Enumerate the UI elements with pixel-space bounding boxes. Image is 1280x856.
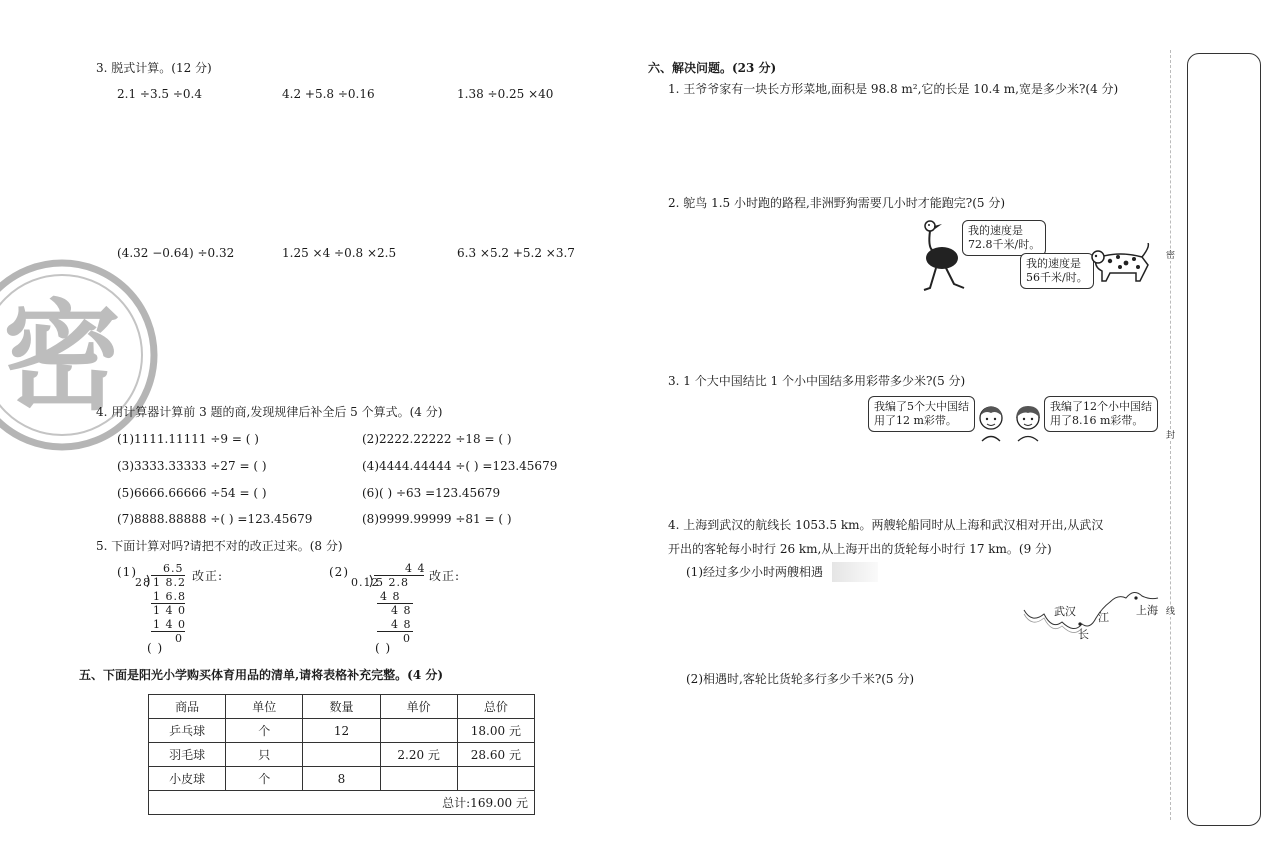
column-header: 单位 <box>226 695 303 719</box>
q3-expr-5: 1.25 ×4 ÷0.8 ×2.5 <box>282 246 397 260</box>
bubble-line: 我的速度是 <box>1026 257 1081 270</box>
table-cell: 个 <box>226 767 303 791</box>
table-cell: 18.00 元 <box>457 719 534 743</box>
column-header: 数量 <box>303 695 380 719</box>
q3-title: 3. 脱式计算。(12 分) <box>96 61 212 75</box>
division-1-fix-label: 改正: <box>192 569 224 583</box>
division-2-step: 0 <box>403 632 411 645</box>
table-row <box>149 743 535 767</box>
division-1-dividend: 1 8.2 <box>153 576 186 589</box>
division-1-step: 1 6.8 <box>153 590 186 603</box>
division-1-step: 1 4 0 <box>153 618 186 631</box>
q4-item-7: (7)8888.88888 ÷( ) =123.45679 <box>117 512 313 526</box>
problem-2: 2. 鸵鸟 1.5 小时跑的路程,非洲野狗需要几小时才能跑完?(5 分) <box>668 196 1006 210</box>
problem-4-line-2: 开出的客轮每小时行 26 km,从上海开出的货轮每小时行 17 km。(9 分) <box>668 542 1052 556</box>
division-1-number: (1) <box>117 565 137 579</box>
long-division-1 <box>117 563 237 653</box>
table-cell: 28.60 元 <box>457 743 534 767</box>
q4-item-6: (6)( ) ÷63 =123.45679 <box>362 486 501 500</box>
girl-speech-bubble <box>1044 396 1158 432</box>
binding-label-feng: 封 <box>1166 431 1176 441</box>
q3-expr-6: 6.3 ×5.2 +5.2 ×3.7 <box>457 246 575 260</box>
binding-label-xian: 线 <box>1166 607 1176 617</box>
table-cell: 个 <box>226 719 303 743</box>
dog-speech-bubble <box>1020 253 1094 289</box>
table-row <box>149 767 535 791</box>
bubble-line: 用了8.16 m彩带。 <box>1050 414 1144 427</box>
q4-item-5: (5)6666.66666 ÷54 = ( ) <box>117 486 267 500</box>
division-2-quotient: 4 4 <box>405 562 426 575</box>
problem-1: 1. 王爷爷家有一块长方形菜地,面积是 98.8 m²,它的长是 10.4 m,宽是多少米?(4 分) <box>668 82 1119 96</box>
division-2-number: (2) <box>329 565 349 579</box>
table-row <box>149 719 535 743</box>
ostrich-icon <box>918 218 968 296</box>
problem-4-sub-2: (2)相遇时,客轮比货轮多行多少千米?(5 分) <box>686 672 915 686</box>
column-header: 商品 <box>149 695 226 719</box>
division-2-step: 4 8 <box>380 590 401 603</box>
q4-item-8: (8)9999.99999 ÷81 = ( ) <box>362 512 512 526</box>
q4-item-1: (1)1111.11111 ÷9 = ( ) <box>117 432 259 446</box>
problem-4-line-1: 4. 上海到武汉的航线长 1053.5 km。两艘轮船同时从上海和武汉相对开出,从武汉 <box>668 518 1104 532</box>
division-2-fix-label: 改正: <box>429 569 461 583</box>
table-cell-blank <box>380 767 457 791</box>
problem-3: 3. 1 个大中国结比 1 个小中国结多用彩带多少米?(5 分) <box>668 374 966 388</box>
division-2-divisor: 0.12 <box>351 576 380 589</box>
stamp-char: 密 <box>2 288 122 426</box>
division-1-quotient: 6.5 <box>163 562 184 575</box>
division-2-step: 4 8 <box>391 618 412 631</box>
student-info-box <box>1187 53 1261 826</box>
bubble-line: 72.8千米/时。 <box>968 238 1041 251</box>
table-cell: 小皮球 <box>149 767 226 791</box>
column-header: 总价 <box>457 695 534 719</box>
bubble-line: 56千米/时。 <box>1026 271 1088 284</box>
division-1-divisor: 28 <box>135 576 151 589</box>
wild-dog-icon <box>1090 243 1154 285</box>
girl-icon <box>1012 404 1044 442</box>
q3-expr-2: 4.2 +5.8 ÷0.16 <box>282 87 375 101</box>
map-label-chang: 长 <box>1078 628 1089 641</box>
division-1-step: 0 <box>175 632 183 645</box>
q5-title: 5. 下面计算对吗?请把不对的改正过来。(8 分) <box>96 539 343 553</box>
table-total: 总计:169.00 元 <box>149 791 535 815</box>
binding-label-mi: 密 <box>1166 251 1176 261</box>
bubble-line: 我的速度是 <box>968 224 1023 237</box>
q4-item-2: (2)2222.22222 ÷18 = ( ) <box>362 432 512 446</box>
table-cell-blank <box>303 743 380 767</box>
q3-expr-4: (4.32 −0.64) ÷0.32 <box>117 246 235 260</box>
map-label-shanghai: 上海 <box>1136 604 1158 617</box>
table-cell: 2.20 元 <box>380 743 457 767</box>
ostrich-speech-bubble <box>962 220 1046 256</box>
table-cell: 8 <box>303 767 380 791</box>
division-2-dividend: 5 2.8 <box>376 576 409 589</box>
table-total-row <box>149 791 535 815</box>
boy-icon <box>976 404 1006 442</box>
boy-speech-bubble <box>868 396 975 432</box>
bubble-line: 我编了12个小中国结 <box>1050 400 1152 413</box>
long-division-2 <box>329 563 469 653</box>
bubble-line: 用了12 m彩带。 <box>874 414 957 427</box>
table-header-row <box>149 695 535 719</box>
division-2-step: 4 8 <box>391 604 412 617</box>
goods-table <box>148 694 535 815</box>
table-cell: 乒乓球 <box>149 719 226 743</box>
section-5-title: 五、下面是阳光小学购买体育用品的清单,请将表格补充完整。(4 分) <box>79 668 444 682</box>
table-cell: 羽毛球 <box>149 743 226 767</box>
confidential-stamp-icon <box>0 258 160 453</box>
table-cell: 12 <box>303 719 380 743</box>
column-header: 单价 <box>380 695 457 719</box>
division-1-step: 1 4 0 <box>153 604 186 617</box>
table-cell-blank <box>380 719 457 743</box>
division-2-answer-paren: ( ) <box>375 641 392 655</box>
q4-item-3: (3)3333.33333 ÷27 = ( ) <box>117 459 267 473</box>
q4-title: 4. 用计算器计算前 3 题的商,发现规律后补全后 5 个算式。(4 分) <box>96 405 443 419</box>
q3-expr-3: 1.38 ÷0.25 ×40 <box>457 87 554 101</box>
table-cell-blank <box>457 767 534 791</box>
q4-item-4: (4)4444.44444 ÷( ) =123.45679 <box>362 459 558 473</box>
map-label-jiang: 江 <box>1098 611 1109 624</box>
section-6-title: 六、解决问题。(23 分) <box>648 61 777 75</box>
q3-expr-1: 2.1 ÷3.5 ÷0.4 <box>117 87 202 101</box>
blurred-region <box>832 562 878 582</box>
division-1-answer-paren: ( ) <box>147 641 164 655</box>
bubble-line: 我编了5个大中国结 <box>874 400 969 413</box>
problem-4-sub-1: (1)经过多少小时两艘相遇 <box>686 565 823 579</box>
table-cell: 只 <box>226 743 303 767</box>
map-label-wuhan: 武汉 <box>1054 605 1076 618</box>
